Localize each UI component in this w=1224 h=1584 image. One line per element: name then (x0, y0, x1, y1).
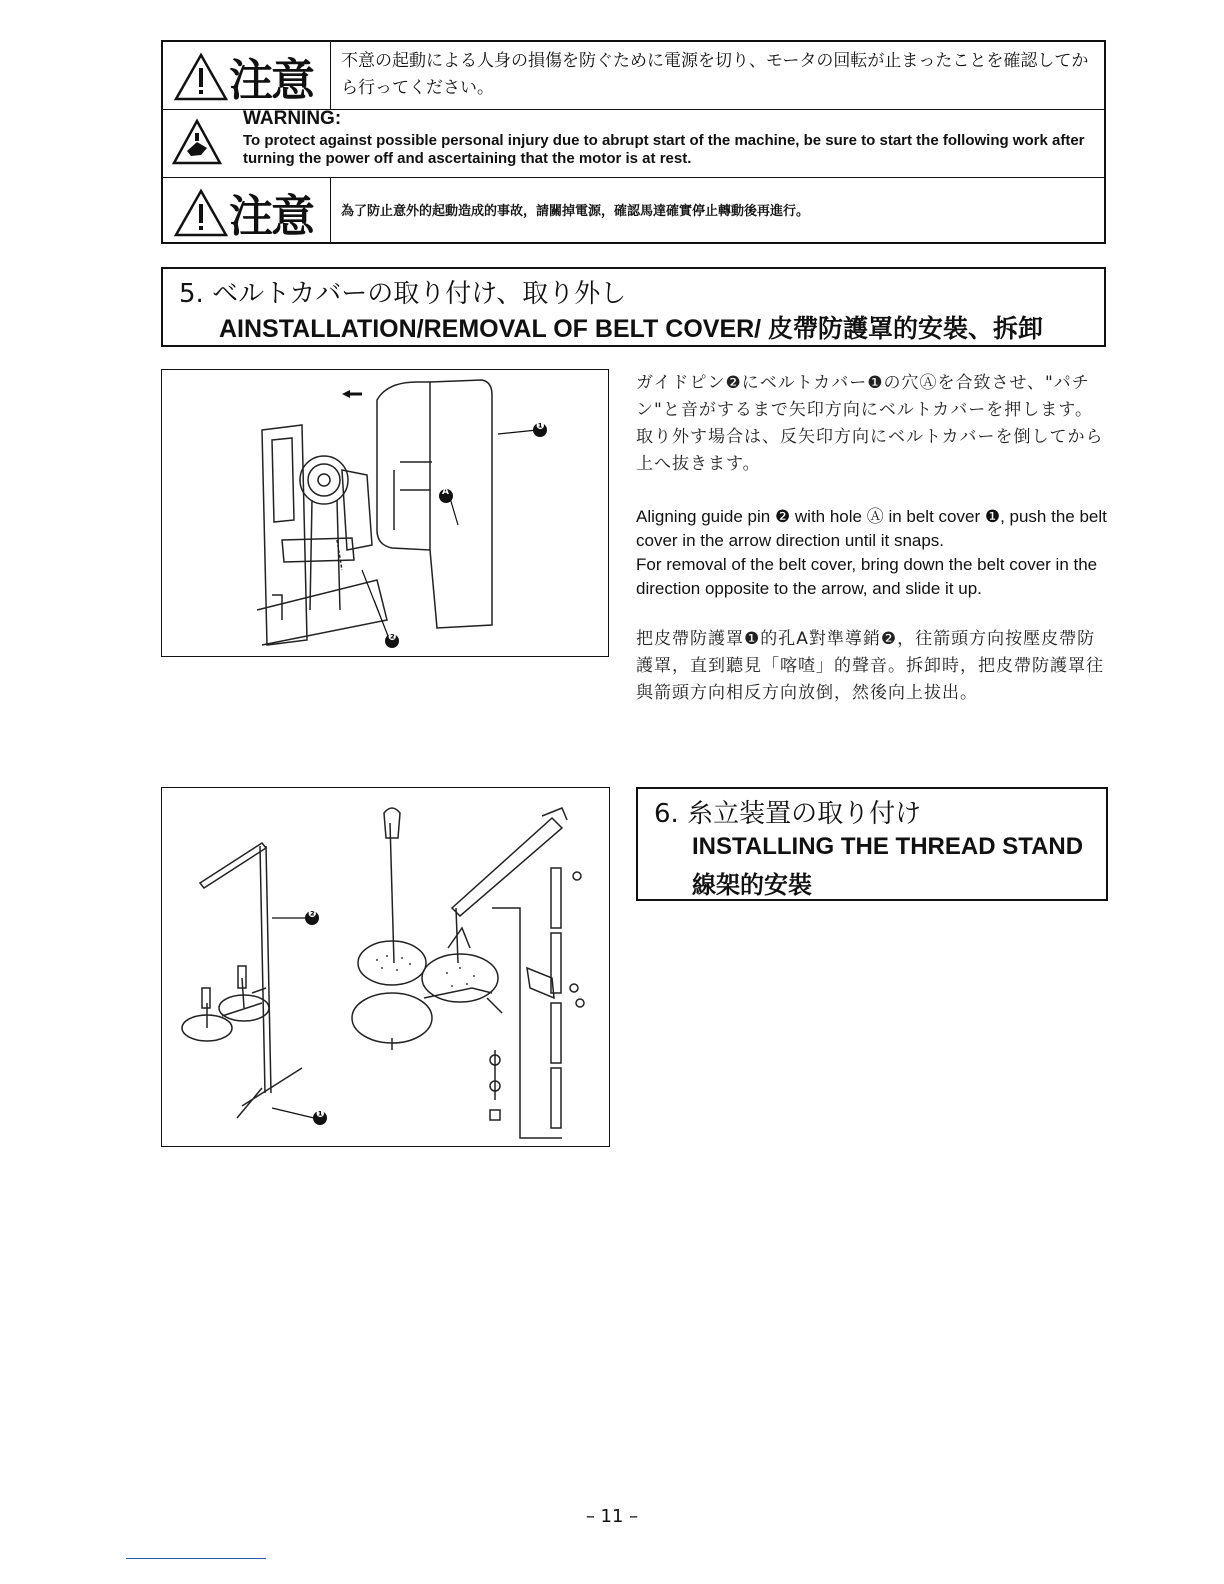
section5-text-en-2: For removal of the belt cover, bring down the belt cover in the direction opposite to the arrow, and slide it up. (636, 555, 1098, 598)
caution-label: 注意 (229, 191, 313, 242)
belt-cover-figure (161, 369, 609, 657)
thread-stand-illustration (162, 788, 609, 1146)
label-pin: ❷ (388, 632, 397, 643)
warning-body: To protect against possible personal injury due to abrupt start of the machine, be sure to start the following work after turning the power off and ascertaining that the motor is at rest. (243, 132, 1085, 167)
section6-title-en: INSTALLING THE THREAD STAND (692, 833, 1084, 860)
section5-text-en-1: Aligning guide pin ❷ with hole Ⓐ in belt cover ❶, push the belt cover in the arrow direction until it snaps. (636, 507, 1107, 550)
caution-triangle-icon (173, 188, 229, 238)
caution-triangle-icon (173, 52, 229, 102)
footer-rule (126, 1558, 266, 1559)
warning-box (161, 40, 1106, 244)
section6-title-jp: 6. 糸立装置の取り付け (654, 799, 922, 829)
section5-text-jp: ガイドピン❷にベルトカバー❶の穴Ⓐを合致させ、"パチン"と音がするまで矢印方向にベルトカバーを押します。取り外す場合は、反矢印方向にベルトカバーを倒してから上へ抜きます。 (636, 373, 1104, 474)
jp-caution-label-cell (163, 42, 331, 109)
label-base: ❶ (316, 1109, 325, 1120)
thread-stand-figure (161, 787, 610, 1147)
section5-text-zh: 把皮帶防護罩❶的孔A對準導銷❷，往箭頭方向按壓皮帶防護罩，直到聽見「喀喳」的聲音。拆卸時，把皮帶防護罩往與箭頭方向相反方向放倒，然後向上拔出。 (636, 629, 1104, 703)
label-hole: A (442, 487, 449, 497)
warning-title: WARNING: (243, 108, 342, 129)
hand-hazard-triangle-icon (171, 118, 223, 166)
zh-caution-label-cell (163, 178, 331, 244)
section5-header (161, 267, 1106, 347)
label-rod: ❷ (308, 909, 317, 920)
section5-title-jp: 5. ベルトカバーの取り付け、取り外し (179, 279, 627, 309)
section5-title-en: AINSTALLATION/REMOVAL OF BELT COVER/ 皮帶防護罩的安裝、拆卸 (219, 315, 1044, 343)
jp-caution-row (163, 42, 1104, 110)
section6-title-zh: 線架的安裝 (692, 871, 812, 899)
jp-warning-text: 不意の起動による人身の損傷を防ぐために電源を切り、モータの回転が止まったことを確認してから行ってください。 (341, 51, 1089, 98)
section6-header (636, 787, 1108, 901)
page-number: – 11 – (585, 1506, 639, 1527)
label-cover: ❶ (536, 421, 545, 432)
en-warning-row (163, 110, 1104, 178)
caution-label: 注意 (229, 55, 313, 106)
belt-cover-illustration (162, 370, 608, 656)
zh-warning-text: 為了防止意外的起動造成的事故，請關掉電源，確認馬達確實停止轉動後再進行。 (341, 204, 810, 219)
zh-caution-row (163, 178, 1104, 244)
